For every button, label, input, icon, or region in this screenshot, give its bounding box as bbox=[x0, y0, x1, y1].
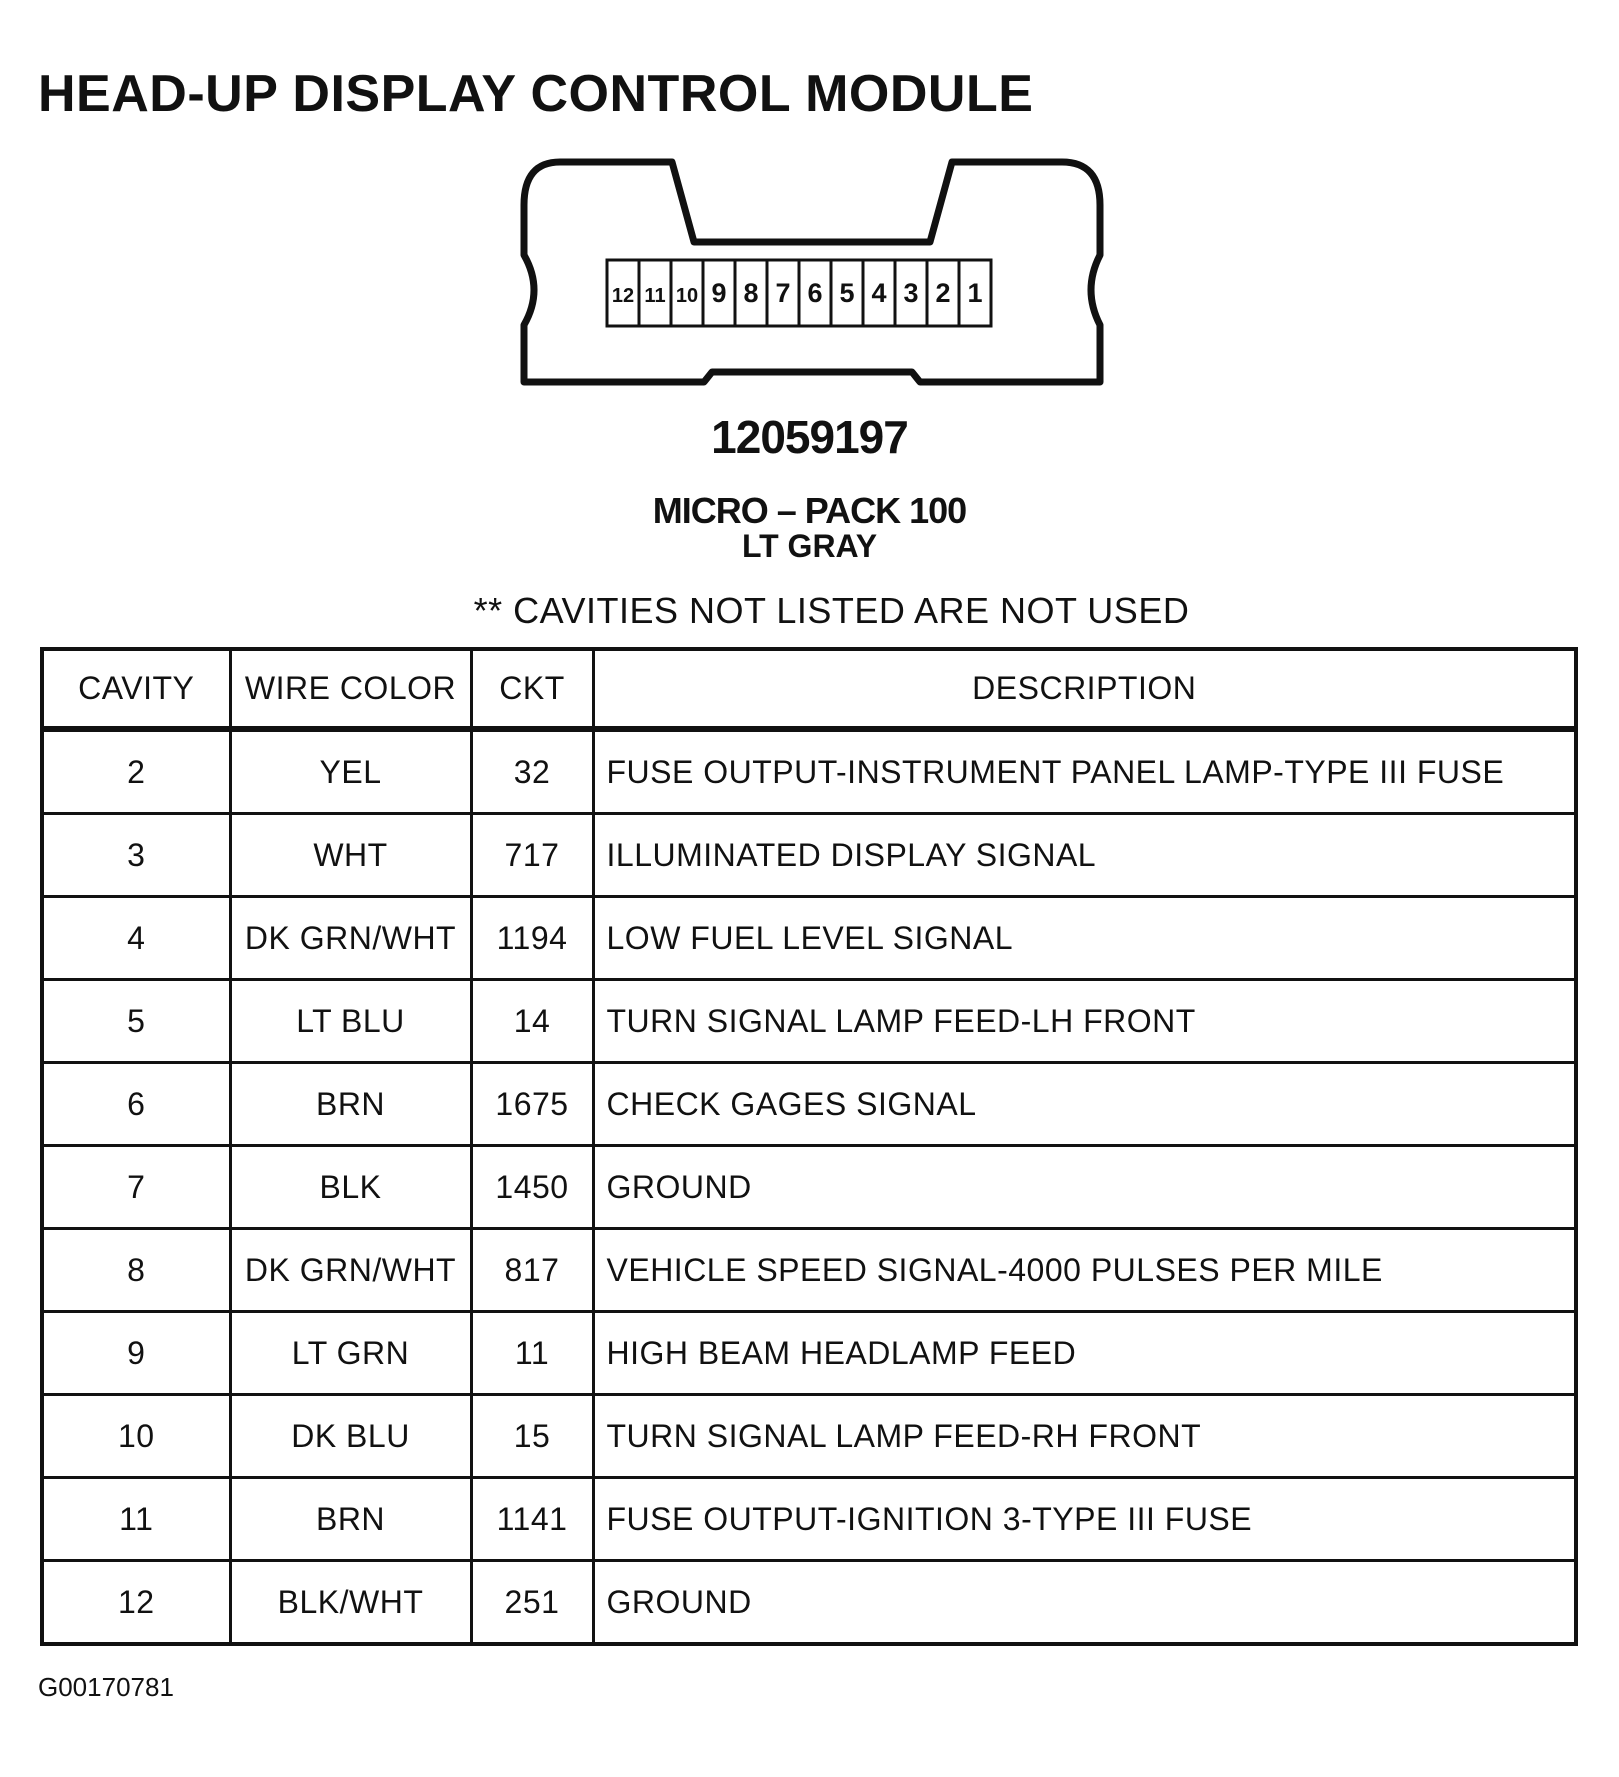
table-row bbox=[42, 814, 1576, 897]
ckt-cell: 1675 bbox=[471, 1063, 593, 1146]
wire-color-cell: BRN bbox=[230, 1478, 471, 1561]
pin-number: 8 bbox=[743, 278, 759, 308]
table-row bbox=[42, 980, 1576, 1063]
table-row bbox=[42, 1312, 1576, 1395]
description-cell: TURN SIGNAL LAMP FEED-LH FRONT bbox=[593, 980, 1576, 1063]
cavity-cell: 11 bbox=[42, 1478, 230, 1561]
pin-number: 2 bbox=[935, 278, 951, 308]
cavity-cell: 3 bbox=[42, 814, 230, 897]
pin-number: 9 bbox=[711, 278, 727, 308]
pin-number: 4 bbox=[871, 278, 887, 308]
wire-color-cell: YEL bbox=[230, 729, 471, 814]
wire-color-cell: BRN bbox=[230, 1063, 471, 1146]
cavity-cell: 7 bbox=[42, 1146, 230, 1229]
pin-number: 6 bbox=[807, 278, 823, 308]
table-row bbox=[42, 1561, 1576, 1645]
pin-number: 3 bbox=[903, 278, 919, 308]
ckt-cell: 14 bbox=[471, 980, 593, 1063]
description-cell: TURN SIGNAL LAMP FEED-RH FRONT bbox=[593, 1395, 1576, 1478]
description-cell: ILLUMINATED DISPLAY SIGNAL bbox=[593, 814, 1576, 897]
connector-color-label: LT GRAY bbox=[741, 528, 878, 564]
ckt-cell: 1194 bbox=[471, 897, 593, 980]
cavity-cell: 12 bbox=[42, 1561, 230, 1645]
ckt-cell: 717 bbox=[471, 814, 593, 897]
table-row bbox=[42, 897, 1576, 980]
unused-cavities-note: ** CAVITIES NOT LISTED ARE NOT USED bbox=[473, 590, 1190, 631]
pinout-table bbox=[40, 647, 1578, 1646]
wire-color-cell: DK GRN/WHT bbox=[230, 1229, 471, 1312]
ckt-cell: 1450 bbox=[471, 1146, 593, 1229]
cavity-cell: 10 bbox=[42, 1395, 230, 1478]
description-cell: GROUND bbox=[593, 1561, 1576, 1645]
connector-type-label: MICRO – PACK 100 bbox=[652, 490, 967, 531]
cavity-cell: 6 bbox=[42, 1063, 230, 1146]
table-row bbox=[42, 1229, 1576, 1312]
ckt-cell: 11 bbox=[471, 1312, 593, 1395]
cavity-cell: 2 bbox=[42, 729, 230, 814]
table-header-row bbox=[42, 649, 1576, 729]
description-cell: GROUND bbox=[593, 1146, 1576, 1229]
header-description: DESCRIPTION bbox=[593, 649, 1576, 729]
pin-number: 12 bbox=[611, 285, 635, 307]
header-ckt: CKT bbox=[471, 649, 593, 729]
cavity-cell: 9 bbox=[42, 1312, 230, 1395]
pin-number: 1 bbox=[967, 278, 983, 308]
pin-number: 7 bbox=[775, 278, 791, 308]
table-row bbox=[42, 1063, 1576, 1146]
table-row bbox=[42, 1478, 1576, 1561]
description-cell: HIGH BEAM HEADLAMP FEED bbox=[593, 1312, 1576, 1395]
header-cavity: CAVITY bbox=[42, 649, 230, 729]
pin-number: 10 bbox=[675, 285, 699, 307]
wire-color-cell: DK BLU bbox=[230, 1395, 471, 1478]
cavity-cell: 4 bbox=[42, 897, 230, 980]
wire-color-cell: DK GRN/WHT bbox=[230, 897, 471, 980]
description-cell: FUSE OUTPUT-IGNITION 3-TYPE III FUSE bbox=[593, 1478, 1576, 1561]
description-cell: VEHICLE SPEED SIGNAL-4000 PULSES PER MILE bbox=[593, 1229, 1576, 1312]
connector-diagram bbox=[512, 150, 1112, 400]
wire-color-cell: LT BLU bbox=[230, 980, 471, 1063]
ckt-cell: 251 bbox=[471, 1561, 593, 1645]
figure-code: G00170781 bbox=[38, 1672, 174, 1702]
pin-number: 5 bbox=[839, 278, 855, 308]
table-row bbox=[42, 1395, 1576, 1478]
description-cell: LOW FUEL LEVEL SIGNAL bbox=[593, 897, 1576, 980]
ckt-cell: 817 bbox=[471, 1229, 593, 1312]
description-cell: CHECK GAGES SIGNAL bbox=[593, 1063, 1576, 1146]
table-row bbox=[42, 1146, 1576, 1229]
wire-color-cell: WHT bbox=[230, 814, 471, 897]
description-cell: FUSE OUTPUT-INSTRUMENT PANEL LAMP-TYPE III FUSE bbox=[593, 729, 1576, 814]
page-title: HEAD-UP DISPLAY CONTROL MODULE bbox=[38, 65, 1034, 123]
ckt-cell: 15 bbox=[471, 1395, 593, 1478]
cavity-cell: 5 bbox=[42, 980, 230, 1063]
wire-color-cell: BLK/WHT bbox=[230, 1561, 471, 1645]
pin-number: 11 bbox=[644, 285, 666, 307]
header-wire-color: WIRE COLOR bbox=[230, 649, 471, 729]
wire-color-cell: BLK bbox=[230, 1146, 471, 1229]
cavity-cell: 8 bbox=[42, 1229, 230, 1312]
ckt-cell: 1141 bbox=[471, 1478, 593, 1561]
wire-color-cell: LT GRN bbox=[230, 1312, 471, 1395]
connector-pin-row bbox=[607, 260, 991, 326]
table-row bbox=[42, 729, 1576, 814]
connector-part-number: 12059197 bbox=[711, 411, 908, 463]
ckt-cell: 32 bbox=[471, 729, 593, 814]
